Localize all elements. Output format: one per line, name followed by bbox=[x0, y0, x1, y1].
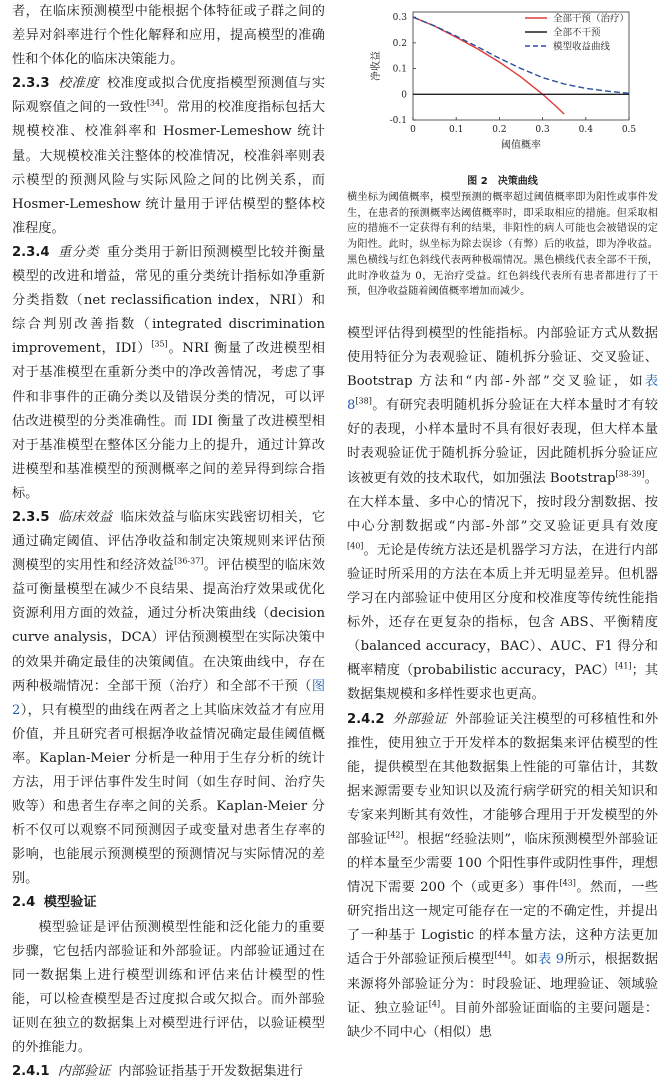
right-column bbox=[347, 322, 658, 1045]
x-tick-label: 0.2 bbox=[492, 125, 507, 135]
y-axis-label: 净收益 bbox=[371, 51, 382, 81]
section-title: 临床效益 bbox=[57, 509, 113, 525]
section-2-4 bbox=[12, 891, 325, 915]
section-number: 2.4.1 bbox=[12, 1064, 50, 1080]
legend-label: 全部干预（治疗） bbox=[553, 13, 630, 25]
section-number: 2.4 bbox=[12, 895, 36, 911]
figure-caption: 图 2 决策曲线 bbox=[467, 176, 538, 187]
x-tick-label: 0.1 bbox=[449, 125, 464, 135]
x-tick-label: 0.3 bbox=[535, 125, 550, 135]
paragraph-intro: 者，在临床预测模型中能根据个体特征或子群之间的差异对斜率进行个性化解释和应用，提高模型的准确性和个体化的临床决策能力。 bbox=[12, 4, 325, 68]
section-2-3-4: 2.3.4 重分类 重分类用于新旧预测模型比较并衡量模型的改进和增益，常见的重分类统计指标如净重新分类指数（net reclassification index，NRI）和综合判别改善指数（integrated discrimination improvement，IDI）[35]。NRI 衡量了改进模型相对于基准模型在重新分类中的净改善情况，考虑了事件和非事件的正确分类以及错误分类的情况，可以评估改进模型的分类准确性。而 IDI 衡量了改进模型相对于基准模型在整体区分能力上的提升，通过计算改进模型和基准模型的预测概率之间的差异得到综合指标。 bbox=[12, 244, 326, 501]
citation[interactable]: [34] bbox=[146, 98, 164, 108]
y-tick-label: -0.1 bbox=[389, 116, 407, 126]
y-tick-label: 0.2 bbox=[392, 38, 407, 49]
citation[interactable]: [43] bbox=[559, 878, 576, 888]
x-axis-label: 阈值概率 bbox=[501, 140, 541, 151]
legend-label: 模型收益曲线 bbox=[553, 41, 611, 53]
citation[interactable]: [38-39] bbox=[615, 469, 645, 479]
section-2-4-1: 2.4.1 内部验证 内部验证指基于开发数据集进行 bbox=[12, 1064, 303, 1080]
citation[interactable]: [4] bbox=[428, 999, 441, 1009]
decision-curve-chart bbox=[347, 0, 658, 170]
table-link[interactable]: 表 9 bbox=[537, 952, 565, 968]
x-tick-label: 0 bbox=[410, 125, 416, 135]
section-2-3-3: 2.3.3 校准度 校准度或拟合优度指模型预测值与实际观察值之间的一致性[34]。常用的校准度指标包括大规模校准、校准斜率和 Hosmer-Lemeshow 统计量。大规模校准关注整体的校准情况，校准斜率则表示模型的预测风险与实际风险之间的比例关系，而 Hosmer-Lemeshow 统计量用于评估模型的整体校准程度。 bbox=[12, 76, 326, 236]
citation[interactable]: [41] bbox=[615, 661, 632, 671]
section-title: 重分类 bbox=[57, 244, 99, 260]
citation[interactable]: [38] bbox=[355, 396, 372, 406]
paragraph-validation: 模型验证是评估预测模型性能和泛化能力的重要步骤，它包括内部验证和外部验证。内部验证通过在同一数据集上进行模型训练和评估来估计模型的性能，可以检查模型是否过度拟合或欠拟合。而外部验证则在独立的数据集上对模型进行评估，以验证模型的外推能力。 bbox=[12, 919, 325, 1056]
citation[interactable]: [36-37] bbox=[174, 556, 204, 566]
citation[interactable]: [44] bbox=[494, 951, 511, 961]
section-title: 外部验证 bbox=[392, 711, 448, 727]
y-tick-label: 0.1 bbox=[392, 64, 407, 75]
section-number: 2.3.3 bbox=[12, 76, 50, 92]
section-title: 校准度 bbox=[57, 76, 99, 92]
x-tick-label: 0.5 bbox=[621, 125, 637, 135]
paragraph-internal-validation: 模型评估得到模型的性能指标。内部验证方式从数据使用特征分为表观验证、随机拆分验证、交叉验证、Bootstrap 方法和“内部-外部”交叉验证，如表 8[38]。有研究表明随机拆分验证在大样本量时才有较好的表现，小样本量时不具有很好表现，但大样本量时表观验证优于随机拆分验证，因此随机拆分验证应该被更有效的技术取代，如加强法 Bootstrap[38-39]。在大样本量、多中心的情况下，按时段分割数据、按中心分割数据或“内部-外部”交叉验证更具有效度[40]。无论是传统方法还是机器学习方法，在进行内部验证时所采用的方法在本质上并无明显差异。但机器学习在内部验证中使用区分度和校准度等传统性能指标外，还存在更复杂的指标，包含 ABS、平衡精度（balanced accuracy，BAC）、AUC、F1 得分和概率精度（probabilistic accuracy，PAC）[41]；其数据集规模和多样性要求也更高。 bbox=[347, 326, 659, 703]
citation[interactable]: [35] bbox=[151, 339, 168, 349]
table-link[interactable]: 表 8 bbox=[347, 374, 658, 414]
figure-decision-curve bbox=[347, 0, 658, 322]
section-number: 2.3.5 bbox=[12, 509, 50, 525]
section-number: 2.3.4 bbox=[12, 244, 50, 260]
legend-label: 全部不干预 bbox=[553, 27, 601, 39]
y-tick-label: 0.3 bbox=[392, 13, 407, 24]
y-tick-label: 0 bbox=[401, 90, 407, 101]
section-2-3-5: 2.3.5 临床效益 临床效益与临床实践密切相关，它通过确定阈值、评估净收益和制定决策规则来评估预测模型的实用性和经济效益[36-37]。评估模型的临床效益可衡量模型在减少不良结果、提高治疗效果或优化资源利用方面的效益，通过分析决策曲线（decision curve analysis，DCA）评估预测模型在实际决策中的效果并确定最佳的决策阈值。在决策曲线中，存在两种极端情况：全部干预（治疗）和全部不干预（图 2），只有模型的曲线在两者之上其临床效益才有应用价值，并且研究者可根据净收益情况确定最佳阈值概率。Kaplan-Meier 分析是一种用于生存分析的统计方法，用于评估事件发生时间（如生存时间、治疗失败等）和患者生存率之间的关系。Kaplan-Meier 分析不仅可以观察不同预测因子或变量对患者生存率的影响，也能展示预测模型的预测情况与实际情况的差别。 bbox=[12, 509, 326, 887]
section-number: 2.4.2 bbox=[347, 711, 385, 727]
figure-note: 横坐标为阈值概率，模型预测的概率超过阈值概率即为阳性或事件发生，在患者的预测概率达阈值概率时，即采取相应的措施。但采取相应的措施不一定获得有利的结果，非阳性的病人可能也会被错误的定为阳性。此时，纵坐标为除去误诊（有弊）后的收益，即为净收益。黑色横线与红色斜线代表两种极端情况。黑色横线代表全部不干预，此时净收益为 0，无治疗受益。红色斜线代表所有患者都进行了干预，但净收益随着阈值概率增加而减少。 bbox=[347, 192, 658, 298]
section-2-4-2: 2.4.2 外部验证 外部验证关注模型的可移植性和外推性，使用独立于开发样本的数据集来评估模型的性能，提供模型在其他数据集上性能的可靠估计，其数据来源需要专业知识以及流行病学研究的相关知识和专家来判断其有效性，才能够合理用于开发模型的外部验证[42]。根据“经验法则”，临床预测模型外部验证的样本量至少需要 100 个阳性事件或阴性事件，理想情况下需要 200 个（或更多）事件[43]。然而，一些研究指出这一规定可能存在一定的不确定性，并提出了一种基于 Logistic 的样本量方法，这种方法更加适合于外部验证预后模型[44]。如表 9所示，根据数据来源将外部验证分为：时段验证、地理验证、领域验证、独立验证[4]。目前外部验证面临的主要问题是：缺少不同中心（相似）患 bbox=[347, 711, 659, 1040]
figure-link[interactable]: 图 2 bbox=[12, 678, 325, 718]
x-tick-label: 0.4 bbox=[578, 125, 593, 135]
left-column bbox=[12, 0, 325, 1084]
citation[interactable]: [40] bbox=[347, 541, 364, 551]
chart-legend bbox=[525, 13, 629, 53]
section-title: 内部验证 bbox=[57, 1064, 111, 1080]
citation[interactable]: [42] bbox=[387, 830, 404, 840]
section-title: 模型验证 bbox=[43, 895, 97, 911]
